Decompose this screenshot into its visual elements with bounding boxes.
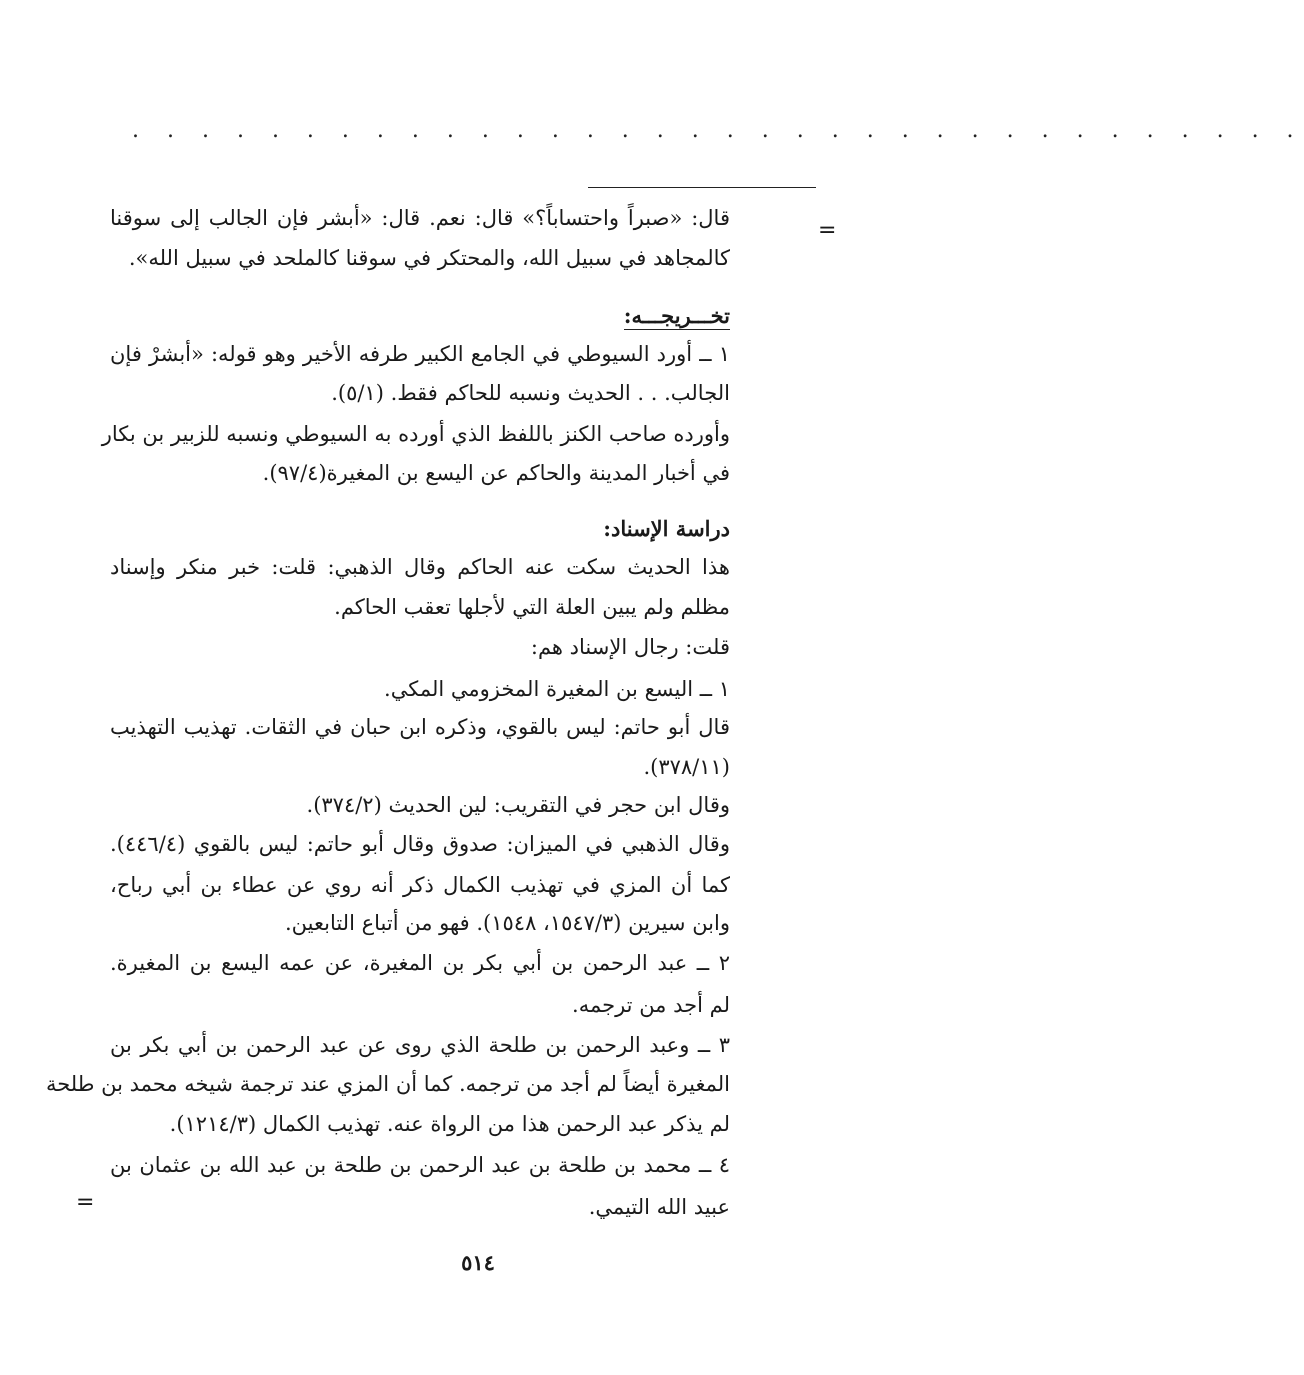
text-line-19: ٢ ــ عبد الرحمن بن أبي بكر بن المغيرة، عن عمه اليسع بن المغيرة.: [110, 951, 730, 975]
section-heading-isnad: دراسة الإسناد:: [603, 516, 730, 541]
top-dotted-separator: . . . . . . . . . . . . . . . . . . . . . . . . . . . . . . . . . .: [132, 118, 1304, 143]
text-line-20: لم أجد من ترجمه.: [572, 993, 730, 1017]
continuation-marker-bottom: =: [76, 1190, 95, 1215]
text-line-6: وأورده صاحب الكنز باللفظ الذي أورده به السيوطي ونسبه للزبير بن بكار: [101, 422, 730, 446]
text-line-18: وابن سيرين (١٥٤٧/٣، ١٥٤٨). فهو من أتباع التابعين.: [284, 911, 730, 935]
text-line-15: وقال ابن حجر في التقريب: لين الحديث (٣٧٤/٢).: [306, 793, 730, 817]
text-line-21: ٣ ــ وعبد الرحمن بن طلحة الذي روى عن عبد الرحمن بن أبي بكر بن: [110, 1033, 730, 1057]
text-line-16: وقال الذهبي في الميزان: صدوق وقال أبو حاتم: ليس بالقوي (٤٤٦/٤).: [110, 832, 730, 856]
text-line-9: هذا الحديث سكت عنه الحاكم وقال الذهبي: قلت: خبر منكر وإسناد: [110, 555, 730, 579]
page-number: ٥١٤: [461, 1250, 495, 1275]
footnote-rule: [588, 187, 816, 188]
text-line-24: ٤ ــ محمد بن طلحة بن عبد الرحمن بن طلحة بن عبد الله بن عثمان بن: [110, 1153, 730, 1177]
text-line-11: قلت: رجال الإسناد هم:: [530, 635, 730, 659]
text-line-2: كالمجاهد في سبيل الله، والمحتكر في سوقنا كالملحد في سبيل الله».: [128, 246, 730, 270]
text-line-17: كما أن المزي في تهذيب الكمال ذكر أنه روي عن عطاء بن أبي رباح،: [110, 873, 730, 897]
continuation-marker-top: =: [818, 218, 837, 243]
text-line-22: المغيرة أيضاً لم أجد من ترجمه. كما أن المزي عند ترجمة شيخه محمد بن طلحة: [45, 1072, 730, 1096]
text-line-12: ١ ــ اليسع بن المغيرة المخزومي المكي.: [384, 677, 730, 701]
text-line-1: قال: «صبراً واحتساباً؟» قال: نعم. قال: «أبشر فإن الجالب إلى سوقنا: [110, 206, 730, 230]
text-line-10: مظلم ولم يبين العلة التي لأجلها تعقب الحاكم.: [334, 595, 730, 619]
text-line-7: في أخبار المدينة والحاكم عن اليسع بن المغيرة(٩٧/٤).: [262, 461, 730, 485]
text-line-23: لم يذكر عبد الرحمن هذا من الرواة عنه. تهذيب الكمال (١٢١٤/٣).: [169, 1112, 730, 1136]
text-line-14: (٣٧٨/١١).: [643, 755, 730, 779]
text-line-5: الجالب. . . الحديث ونسبه للحاكم فقط. (٥/١).: [331, 381, 730, 405]
section-heading-takhrij: تخـــريجـــه:: [623, 303, 730, 328]
text-line-25: عبيد الله التيمي.: [588, 1195, 730, 1219]
text-line-4: ١ ــ أورد السيوطي في الجامع الكبير طرفه الأخير وهو قوله: «أبشرْ فإن: [110, 342, 730, 366]
text-line-13: قال أبو حاتم: ليس بالقوي، وذكره ابن حبان في الثقات. تهذيب التهذيب: [110, 715, 730, 739]
